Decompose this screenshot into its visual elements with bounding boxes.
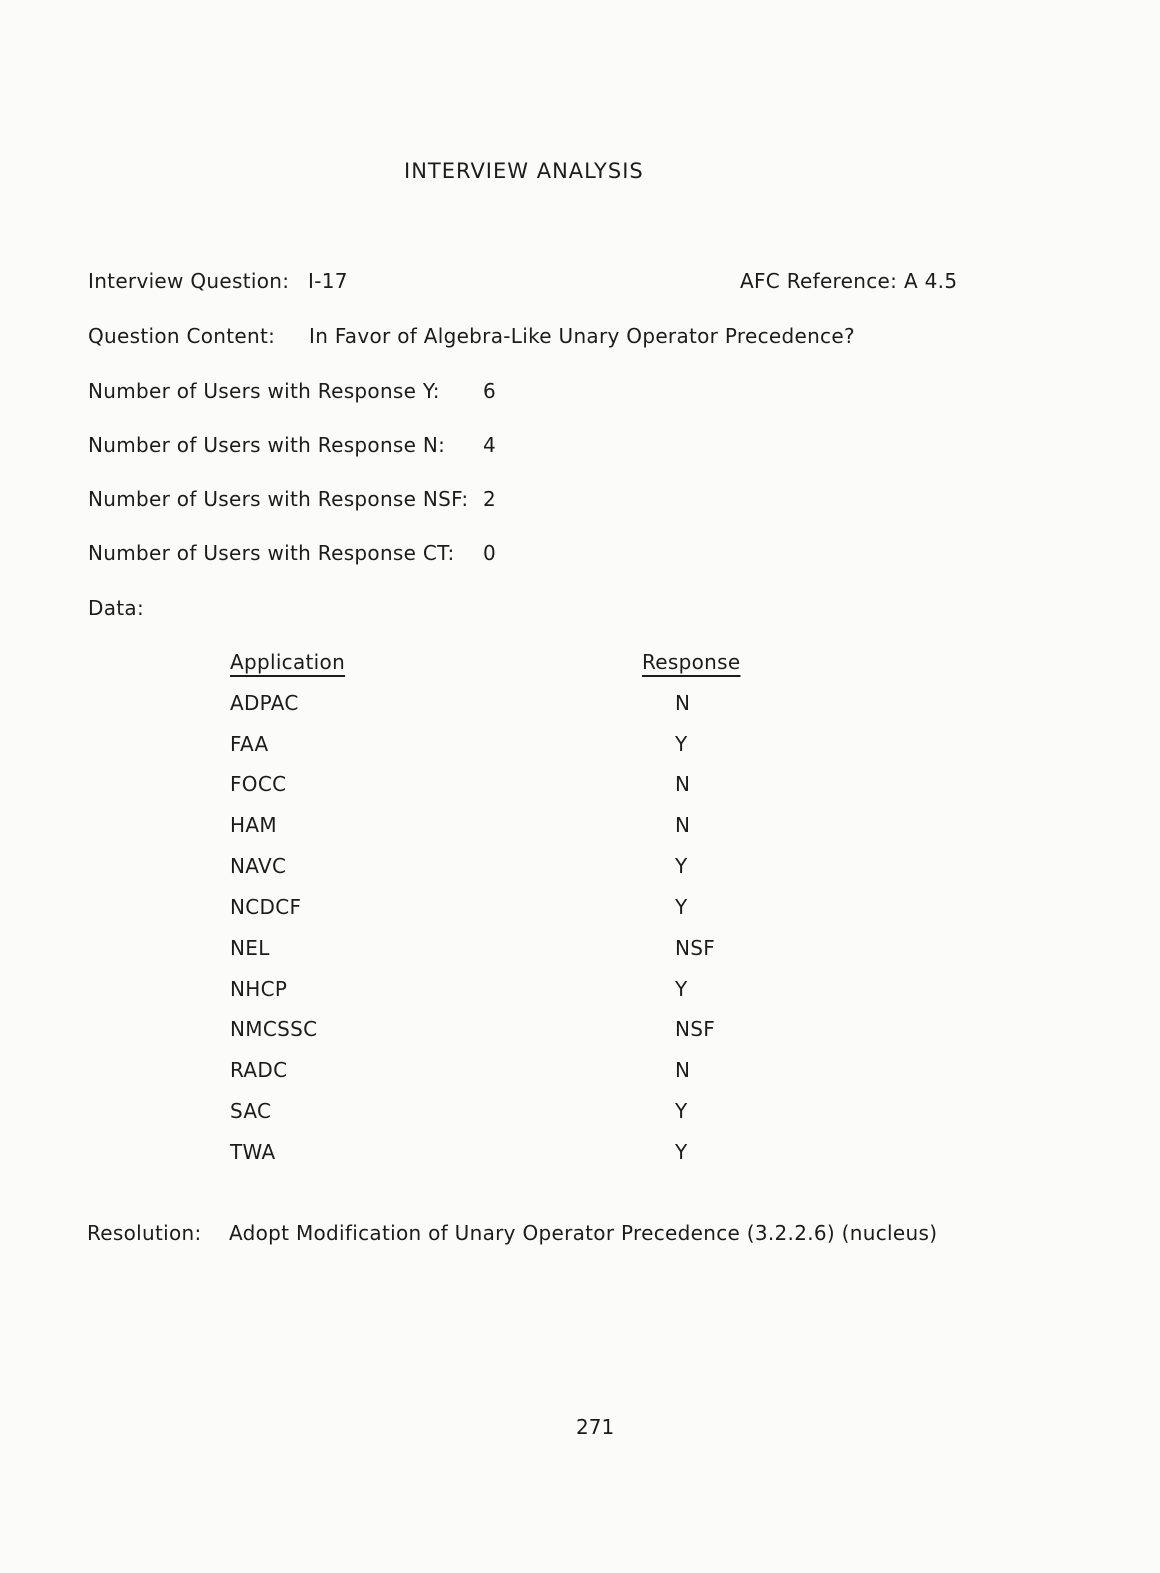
table-cell-response: NSF bbox=[675, 1017, 716, 1041]
response-count-value: 0 bbox=[483, 541, 497, 565]
table-cell-response: Y bbox=[675, 732, 688, 756]
data-label: Data: bbox=[88, 596, 144, 620]
table-cell-response: N bbox=[675, 1058, 691, 1082]
interview-question-label: Interview Question: bbox=[88, 269, 290, 293]
table-cell-application: NCDCF bbox=[230, 895, 302, 919]
page-number: 271 bbox=[576, 1415, 615, 1439]
table-cell-application: NMCSSC bbox=[230, 1017, 318, 1041]
table-cell-application: TWA bbox=[230, 1140, 276, 1164]
table-cell-response: Y bbox=[675, 895, 688, 919]
table-cell-application: NHCP bbox=[230, 977, 288, 1001]
table-cell-application: NEL bbox=[230, 936, 270, 960]
resolution-value: Adopt Modification of Unary Operator Precedence (3.2.2.6) (nucleus) bbox=[229, 1221, 938, 1245]
question-content-value: In Favor of Algebra-Like Unary Operator Precedence? bbox=[309, 324, 855, 348]
question-content-label: Question Content: bbox=[88, 324, 276, 348]
response-count-value: 4 bbox=[483, 433, 497, 457]
table-cell-application: SAC bbox=[230, 1099, 272, 1123]
table-cell-application: FAA bbox=[230, 732, 269, 756]
response-count-label: Number of Users with Response N: bbox=[88, 433, 446, 457]
table-cell-application: RADC bbox=[230, 1058, 288, 1082]
table-cell-response: N bbox=[675, 813, 691, 837]
resolution-label: Resolution: bbox=[87, 1221, 202, 1245]
table-header-response: Response bbox=[642, 650, 741, 674]
table-cell-response: N bbox=[675, 691, 691, 715]
response-count-label: Number of Users with Response CT: bbox=[88, 541, 455, 565]
table-cell-application: NAVC bbox=[230, 854, 287, 878]
response-count-label: Number of Users with Response Y: bbox=[88, 379, 440, 403]
table-cell-application: ADPAC bbox=[230, 691, 299, 715]
table-cell-response: Y bbox=[675, 977, 688, 1001]
afc-reference-label: AFC Reference: bbox=[740, 269, 898, 293]
table-cell-response: NSF bbox=[675, 936, 716, 960]
table-cell-application: FOCC bbox=[230, 772, 287, 796]
table-cell-response: Y bbox=[675, 1140, 688, 1164]
interview-question-value: I-17 bbox=[308, 269, 348, 293]
table-cell-response: Y bbox=[675, 854, 688, 878]
response-count-value: 6 bbox=[483, 379, 497, 403]
response-count-value: 2 bbox=[483, 487, 497, 511]
table-cell-application: HAM bbox=[230, 813, 277, 837]
afc-reference-value: A 4.5 bbox=[904, 269, 958, 293]
response-count-label: Number of Users with Response NSF: bbox=[88, 487, 469, 511]
page-title: INTERVIEW ANALYSIS bbox=[404, 159, 644, 183]
table-cell-response: Y bbox=[675, 1099, 688, 1123]
table-cell-response: N bbox=[675, 772, 691, 796]
table-header-application: Application bbox=[230, 650, 346, 674]
